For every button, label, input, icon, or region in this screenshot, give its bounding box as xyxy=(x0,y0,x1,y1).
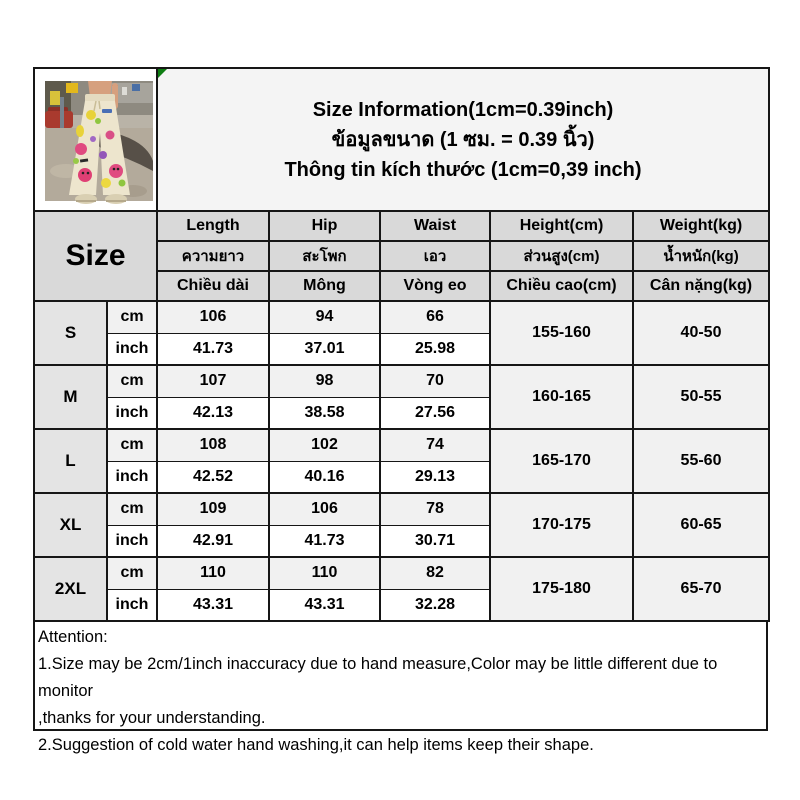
attention-line-1: 1.Size may be 2cm/1inch inaccuracy due to hand measure,Color may be little different due to monitor xyxy=(38,655,718,700)
value-cell-waist-inch: 30.71 xyxy=(380,525,490,557)
value-cell-hip-cm: 106 xyxy=(269,493,380,525)
unit-cm-cell: cm xyxy=(107,365,157,397)
title-line-vi: Thông tin kích thước (1cm=0,39 inch) xyxy=(284,158,642,181)
value-cell-hip-inch: 41.73 xyxy=(269,525,380,557)
unit-cm-cell: cm xyxy=(107,493,157,525)
col-header-length-th: ความยาว xyxy=(157,241,269,271)
size-table xyxy=(33,67,770,622)
value-cell-length-cm: 109 xyxy=(157,493,269,525)
value-cell-length-inch: 43.31 xyxy=(157,589,269,621)
unit-inch-cell: inch xyxy=(107,333,157,365)
weight-range-cell: 60-65 xyxy=(633,493,769,557)
value-cell-hip-cm: 94 xyxy=(269,301,380,333)
unit-cm-cell: cm xyxy=(107,429,157,461)
col-header-hip-en: Hip xyxy=(269,211,380,241)
unit-cm-cell: cm xyxy=(107,301,157,333)
col-header-weight-vi: Cân nặng(kg) xyxy=(633,271,769,301)
attention-line-2: 2.Suggestion of cold water hand washing,it can help items keep their shape. xyxy=(38,736,594,754)
col-header-weight-en: Weight(kg) xyxy=(633,211,769,241)
col-header-waist-th: เอว xyxy=(380,241,490,271)
value-cell-length-cm: 108 xyxy=(157,429,269,461)
size-label-cell: 2XL xyxy=(34,557,107,621)
value-cell-hip-inch: 43.31 xyxy=(269,589,380,621)
value-cell-length-cm: 106 xyxy=(157,301,269,333)
height-range-cell: 165-170 xyxy=(490,429,633,493)
unit-cm-cell: cm xyxy=(107,557,157,589)
col-header-hip-vi: Mông xyxy=(269,271,380,301)
unit-inch-cell: inch xyxy=(107,461,157,493)
col-header-weight-th: น้ำหนัก(kg) xyxy=(633,241,769,271)
col-header-hip-th: สะโพก xyxy=(269,241,380,271)
weight-range-cell: 50-55 xyxy=(633,365,769,429)
size-label-cell: M xyxy=(34,365,107,429)
title-line-en: Size Information(1cm=0.39inch) xyxy=(312,98,614,121)
value-cell-waist-inch: 29.13 xyxy=(380,461,490,493)
value-cell-hip-inch: 40.16 xyxy=(269,461,380,493)
value-cell-waist-cm: 74 xyxy=(380,429,490,461)
value-cell-waist-cm: 82 xyxy=(380,557,490,589)
height-range-cell: 155-160 xyxy=(490,301,633,365)
weight-range-cell: 65-70 xyxy=(633,557,769,621)
value-cell-hip-inch: 38.58 xyxy=(269,397,380,429)
value-cell-waist-cm: 70 xyxy=(380,365,490,397)
col-header-height-en: Height(cm) xyxy=(490,211,633,241)
size-label-cell: L xyxy=(34,429,107,493)
value-cell-waist-inch: 32.28 xyxy=(380,589,490,621)
value-cell-hip-cm: 98 xyxy=(269,365,380,397)
unit-inch-cell: inch xyxy=(107,589,157,621)
value-cell-length-inch: 42.91 xyxy=(157,525,269,557)
weight-range-cell: 40-50 xyxy=(633,301,769,365)
col-header-length-vi: Chiều dài xyxy=(157,271,269,301)
value-cell-hip-cm: 110 xyxy=(269,557,380,589)
size-chart-sheet xyxy=(33,67,768,754)
attention-line-1-cont: ,thanks for your understanding. xyxy=(38,709,266,727)
value-cell-waist-inch: 25.98 xyxy=(380,333,490,365)
col-header-height-vi: Chiều cao(cm) xyxy=(490,271,633,301)
unit-inch-cell: inch xyxy=(107,397,157,429)
attention-note xyxy=(33,620,768,754)
size-corner-label: Size xyxy=(34,211,157,301)
value-cell-length-inch: 41.73 xyxy=(157,333,269,365)
pants-product-image xyxy=(36,71,155,208)
unit-inch-cell: inch xyxy=(107,525,157,557)
value-cell-length-cm: 110 xyxy=(157,557,269,589)
size-label-cell: XL xyxy=(34,493,107,557)
value-cell-hip-cm: 102 xyxy=(269,429,380,461)
value-cell-length-inch: 42.52 xyxy=(157,461,269,493)
product-photo-cell xyxy=(34,68,157,211)
height-range-cell: 175-180 xyxy=(490,557,633,621)
value-cell-waist-cm: 66 xyxy=(380,301,490,333)
col-header-waist-en: Waist xyxy=(380,211,490,241)
size-label-cell: S xyxy=(34,301,107,365)
value-cell-length-inch: 42.13 xyxy=(157,397,269,429)
title-line-th: ข้อมูลขนาด (1 ซม. = 0.39 นิ้ว) xyxy=(331,128,595,151)
col-header-length-en: Length xyxy=(157,211,269,241)
value-cell-waist-cm: 78 xyxy=(380,493,490,525)
col-header-height-th: ส่วนสูง(cm) xyxy=(490,241,633,271)
cell-comment-marker-icon xyxy=(158,69,167,78)
weight-range-cell: 55-60 xyxy=(633,429,769,493)
title-cell xyxy=(157,68,769,211)
height-range-cell: 170-175 xyxy=(490,493,633,557)
col-header-waist-vi: Vòng eo xyxy=(380,271,490,301)
value-cell-length-cm: 107 xyxy=(157,365,269,397)
value-cell-hip-inch: 37.01 xyxy=(269,333,380,365)
value-cell-waist-inch: 27.56 xyxy=(380,397,490,429)
attention-heading: Attention: xyxy=(38,628,108,646)
height-range-cell: 160-165 xyxy=(490,365,633,429)
